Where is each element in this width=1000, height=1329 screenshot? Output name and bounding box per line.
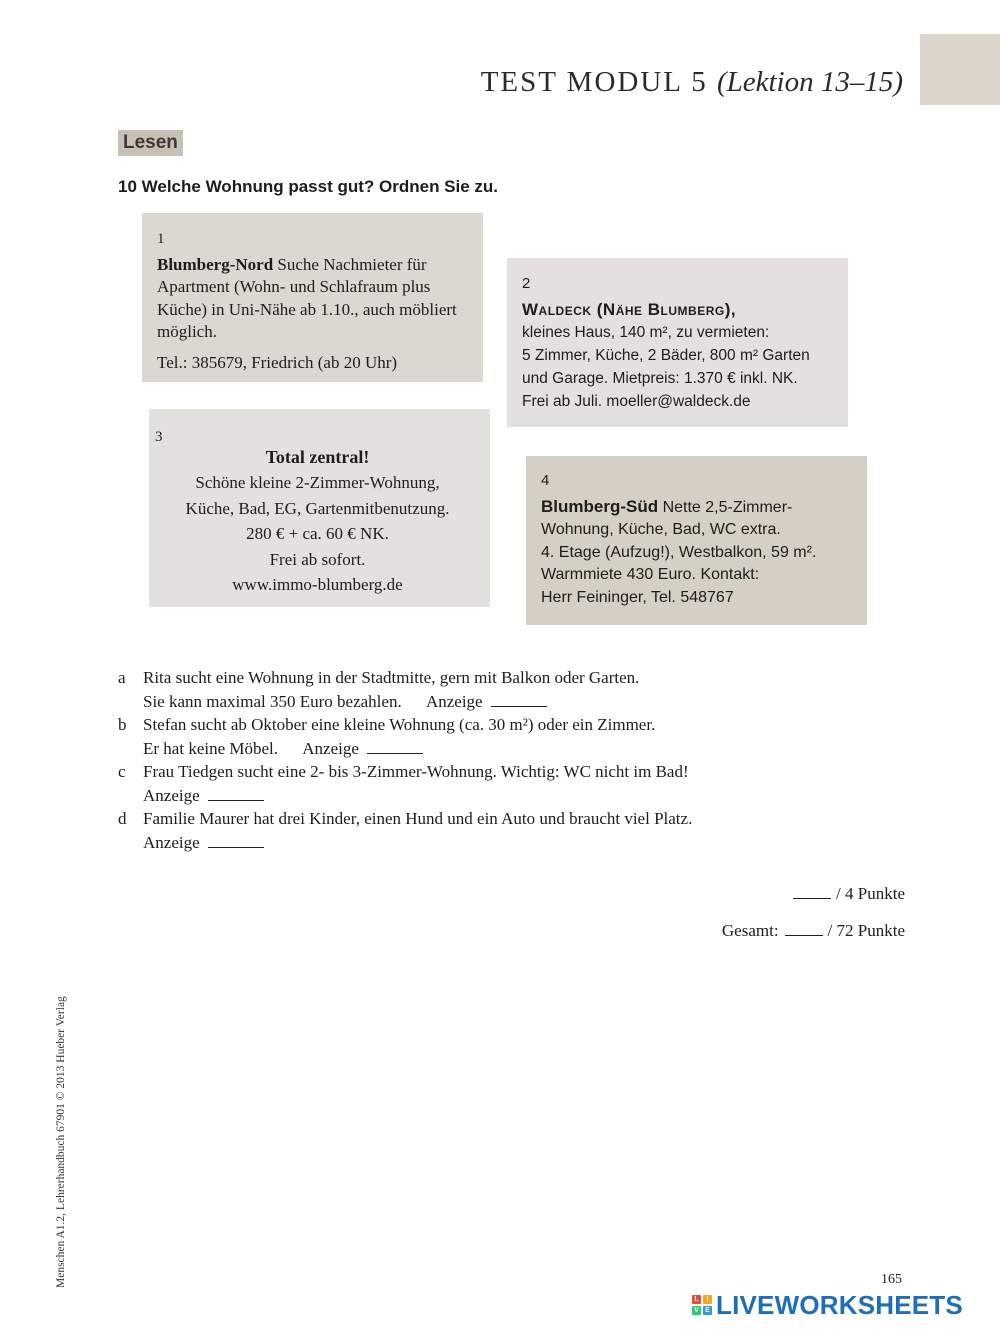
exercise-instruction: 10 Welche Wohnung passt gut? Ordnen Sie zu. xyxy=(118,177,499,196)
task-text-2: Er hat keine Möbel. xyxy=(143,738,279,758)
total-label: Gesamt: xyxy=(721,921,779,940)
corner-tab xyxy=(920,34,1000,105)
answer-label: Anzeige xyxy=(143,785,200,805)
copyright-note: Menschen A1.2, Lehrerhandbuch 67901 © 2013 Hueber Verlag xyxy=(55,996,67,1288)
logo-cell: V xyxy=(692,1306,701,1315)
ad-line: Nette 2,5-Zimmer- xyxy=(662,498,793,516)
answer-label: Anzeige xyxy=(302,738,359,758)
logo-cell: E xyxy=(703,1306,712,1315)
task-text: Rita sucht eine Wohnung in der Stadtmitte, gern mit Balkon oder Garten. xyxy=(143,668,640,687)
title-sub: (Lektion 13–15) xyxy=(716,66,903,98)
ad-line: Warmmiete 430 Euro. Kontakt: xyxy=(541,566,760,583)
task-list xyxy=(118,666,838,854)
task-text: Frau Tiedgen sucht eine 2- bis 3-Zimmer-Wohnung. Wichtig: WC nicht im Bad! xyxy=(143,762,689,781)
task-answer-line xyxy=(143,784,838,808)
page-number: 165 xyxy=(881,1272,902,1287)
points-label: / 4 Punkte xyxy=(836,884,905,903)
task-item xyxy=(118,760,838,807)
total-blank[interactable] xyxy=(785,921,823,936)
ad-line: Herr Feininger, Tel. 548767 xyxy=(541,588,734,606)
ad-line: Schöne kleine 2-Zimmer-Wohnung, xyxy=(195,473,440,492)
task-text: Familie Maurer hat drei Kinder, einen Hund und ein Auto und braucht viel Platz. xyxy=(143,809,693,828)
logo-cell: L xyxy=(692,1295,701,1304)
logo-cell: I xyxy=(703,1295,712,1304)
ad-line: Frei ab sofort. xyxy=(269,549,366,569)
ad-number: 4 xyxy=(541,472,550,489)
ad-line: und Garage. Mietpreis: 1.370 € inkl. NK. xyxy=(522,370,798,387)
answer-blank[interactable] xyxy=(208,786,264,801)
ad-text: Suche Nachmieter für Apartment (Wohn- und Schlafraum plus Küche) in Uni-Nähe ab 1.10., auch möbliert möglich. xyxy=(157,254,457,341)
points-blank[interactable] xyxy=(793,884,831,899)
ad-number: 2 xyxy=(522,275,531,292)
section-label: Lesen xyxy=(118,130,183,156)
title-main: TEST MODUL 5 xyxy=(480,66,708,98)
task-item xyxy=(118,713,838,760)
ad-number: 1 xyxy=(157,231,165,247)
ad-line: kleines Haus, 140 m², zu vermieten: xyxy=(522,324,770,341)
task-answer-line xyxy=(143,690,838,714)
ad-number: 3 xyxy=(155,429,163,445)
answer-label: Anzeige xyxy=(143,832,200,852)
ad-head: Waldeck (Nähe Blumberg), xyxy=(522,300,737,319)
ad-1 xyxy=(142,213,483,382)
task-text-2: Sie kann maximal 350 Euro bezahlen. xyxy=(143,691,402,711)
ad-line: 4. Etage (Aufzug!), Westbalkon, 59 m². xyxy=(541,543,817,561)
ad-contact: Tel.: 385679, Friedrich (ab 20 Uhr) xyxy=(157,352,398,372)
task-item xyxy=(118,666,838,713)
ad-body xyxy=(157,254,469,344)
ad-body xyxy=(155,445,480,598)
liveworksheets-logo[interactable] xyxy=(692,1290,963,1320)
ad-line: 280 € + ca. 60 € NK. xyxy=(246,524,389,543)
ad-head: Blumberg-Süd xyxy=(541,496,659,516)
task-letter: c xyxy=(118,762,126,781)
task-answer-line xyxy=(143,831,838,855)
ad-3 xyxy=(149,409,490,607)
total-points: / 72 Punkte xyxy=(827,921,905,940)
ad-2 xyxy=(507,258,848,427)
task-letter: d xyxy=(118,809,127,828)
ad-line: Frei ab Juli. moeller@waldeck.de xyxy=(522,393,751,410)
total-score xyxy=(722,921,905,941)
task-item xyxy=(118,807,838,854)
answer-blank[interactable] xyxy=(367,739,423,754)
answer-blank[interactable] xyxy=(491,692,547,707)
task-letter: a xyxy=(118,668,126,687)
task-answer-line xyxy=(143,737,838,761)
points-score xyxy=(793,884,905,904)
answer-blank[interactable] xyxy=(208,833,264,848)
ad-first-line xyxy=(541,496,857,520)
ad-4 xyxy=(526,456,867,625)
logo-grid-icon xyxy=(692,1295,712,1315)
logo-text: LIVEWORKSHEETS xyxy=(716,1289,963,1320)
task-letter: b xyxy=(118,715,127,734)
task-text: Stefan sucht ab Oktober eine kleine Wohnung (ca. 30 m²) oder ein Zimmer. xyxy=(143,715,656,734)
page-title xyxy=(481,66,903,99)
answer-label: Anzeige xyxy=(425,691,483,711)
ad-line: Küche, Bad, EG, Gartenmitbenutzung. xyxy=(185,498,450,518)
ad-head: Total zentral! xyxy=(265,446,370,467)
ad-line: 5 Zimmer, Küche, 2 Bäder, 800 m² Garten xyxy=(522,347,810,364)
ad-head: Blumberg-Nord xyxy=(157,254,274,274)
ad-line: Wohnung, Küche, Bad, WC extra. xyxy=(541,521,781,538)
ad-line: www.immo-blumberg.de xyxy=(232,575,403,594)
